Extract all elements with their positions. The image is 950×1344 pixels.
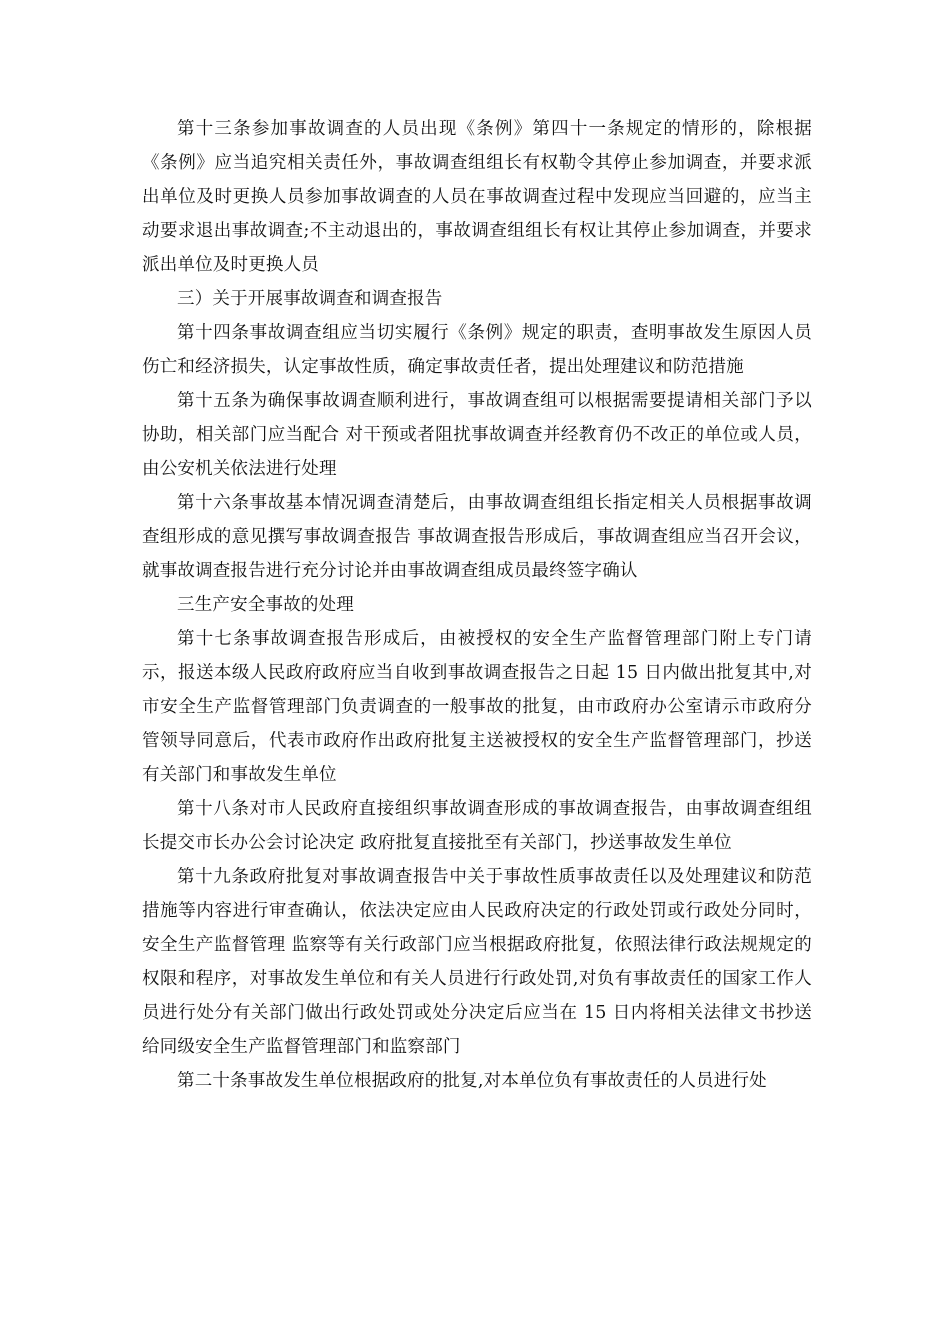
paragraph-article-20: 第二十条事故发生单位根据政府的批复,对本单位负有事故责任的人员进行处 bbox=[177, 1071, 767, 1091]
paragraph-article-15: 第十五条为确保事故调查顺利进行，事故调查组可以根据需要提请相关部门予以协助，相关部门应当配合 对干预或者阻扰事故调查并经教育仍不改正的单位或人员，由公安机关依法进行处理 bbox=[142, 391, 812, 479]
section-heading-handling: 三生产安全事故的处理 bbox=[177, 595, 354, 615]
paragraph-article-17: 第十七条事故调查报告形成后，由被授权的安全生产监督管理部门附上专门请示，报送本级人民政府政府应当自收到事故调查报告之日起 15 日内做出批复其中,对市安全生产监督管理部门负责调查的一般事故的批复，由市政府办公室请示市政府分管领导同意后，代表市政府作出政府批复主送被授权的安全生产监督管理部门，抄送有关部门和事故发生单位 bbox=[142, 629, 812, 785]
paragraph-article-13: 第十三条参加事故调查的人员出现《条例》第四十一条规定的情形的，除根据《条例》应当追究相关责任外，事故调查组组长有权勒令其停止参加调查，并要求派出单位及时更换人员参加事故调查的人员在事故调查过程中发现应当回避的，应当主动要求退出事故调查;不主动退出的，事故调查组组长有权让其停止参加调查，并要求派出单位及时更换人员 bbox=[142, 119, 812, 275]
paragraph-article-16: 第十六条事故基本情况调查清楚后，由事故调查组组长指定相关人员根据事故调查组形成的意见撰写事故调查报告 事故调查报告形成后，事故调查组应当召开会议，就事故调查报告进行充分讨论并由事故调查组成员最终签字确认 bbox=[142, 493, 812, 581]
paragraph-article-18: 第十八条对市人民政府直接组织事故调查形成的事故调查报告，由事故调查组组长提交市长办公会讨论决定 政府批复直接批至有关部门，抄送事故发生单位 bbox=[142, 799, 812, 853]
document-body bbox=[142, 112, 812, 1098]
paragraph-article-19: 第十九条政府批复对事故调查报告中关于事故性质事故责任以及处理建议和防范措施等内容进行审查确认，依法决定应由人民政府决定的行政处罚或行政处分同时，安全生产监督管理 监察等有关行政部门应当根据政府批复，依照法律行政法规规定的权限和程序，对事故发生单位和有关人员进行行政处罚,对负有事故责任的国家工作人员进行处分有关部门做出行政处罚或处分决定后应当在 15 日内将相关法律文书抄送给同级安全生产监督管理部门和监察部门 bbox=[142, 867, 812, 1057]
section-heading-investigation: 三）关于开展事故调查和调查报告 bbox=[177, 289, 443, 309]
paragraph-article-14: 第十四条事故调查组应当切实履行《条例》规定的职责，查明事故发生原因人员伤亡和经济损失，认定事故性质，确定事故责任者，提出处理建议和防范措施 bbox=[142, 323, 812, 377]
